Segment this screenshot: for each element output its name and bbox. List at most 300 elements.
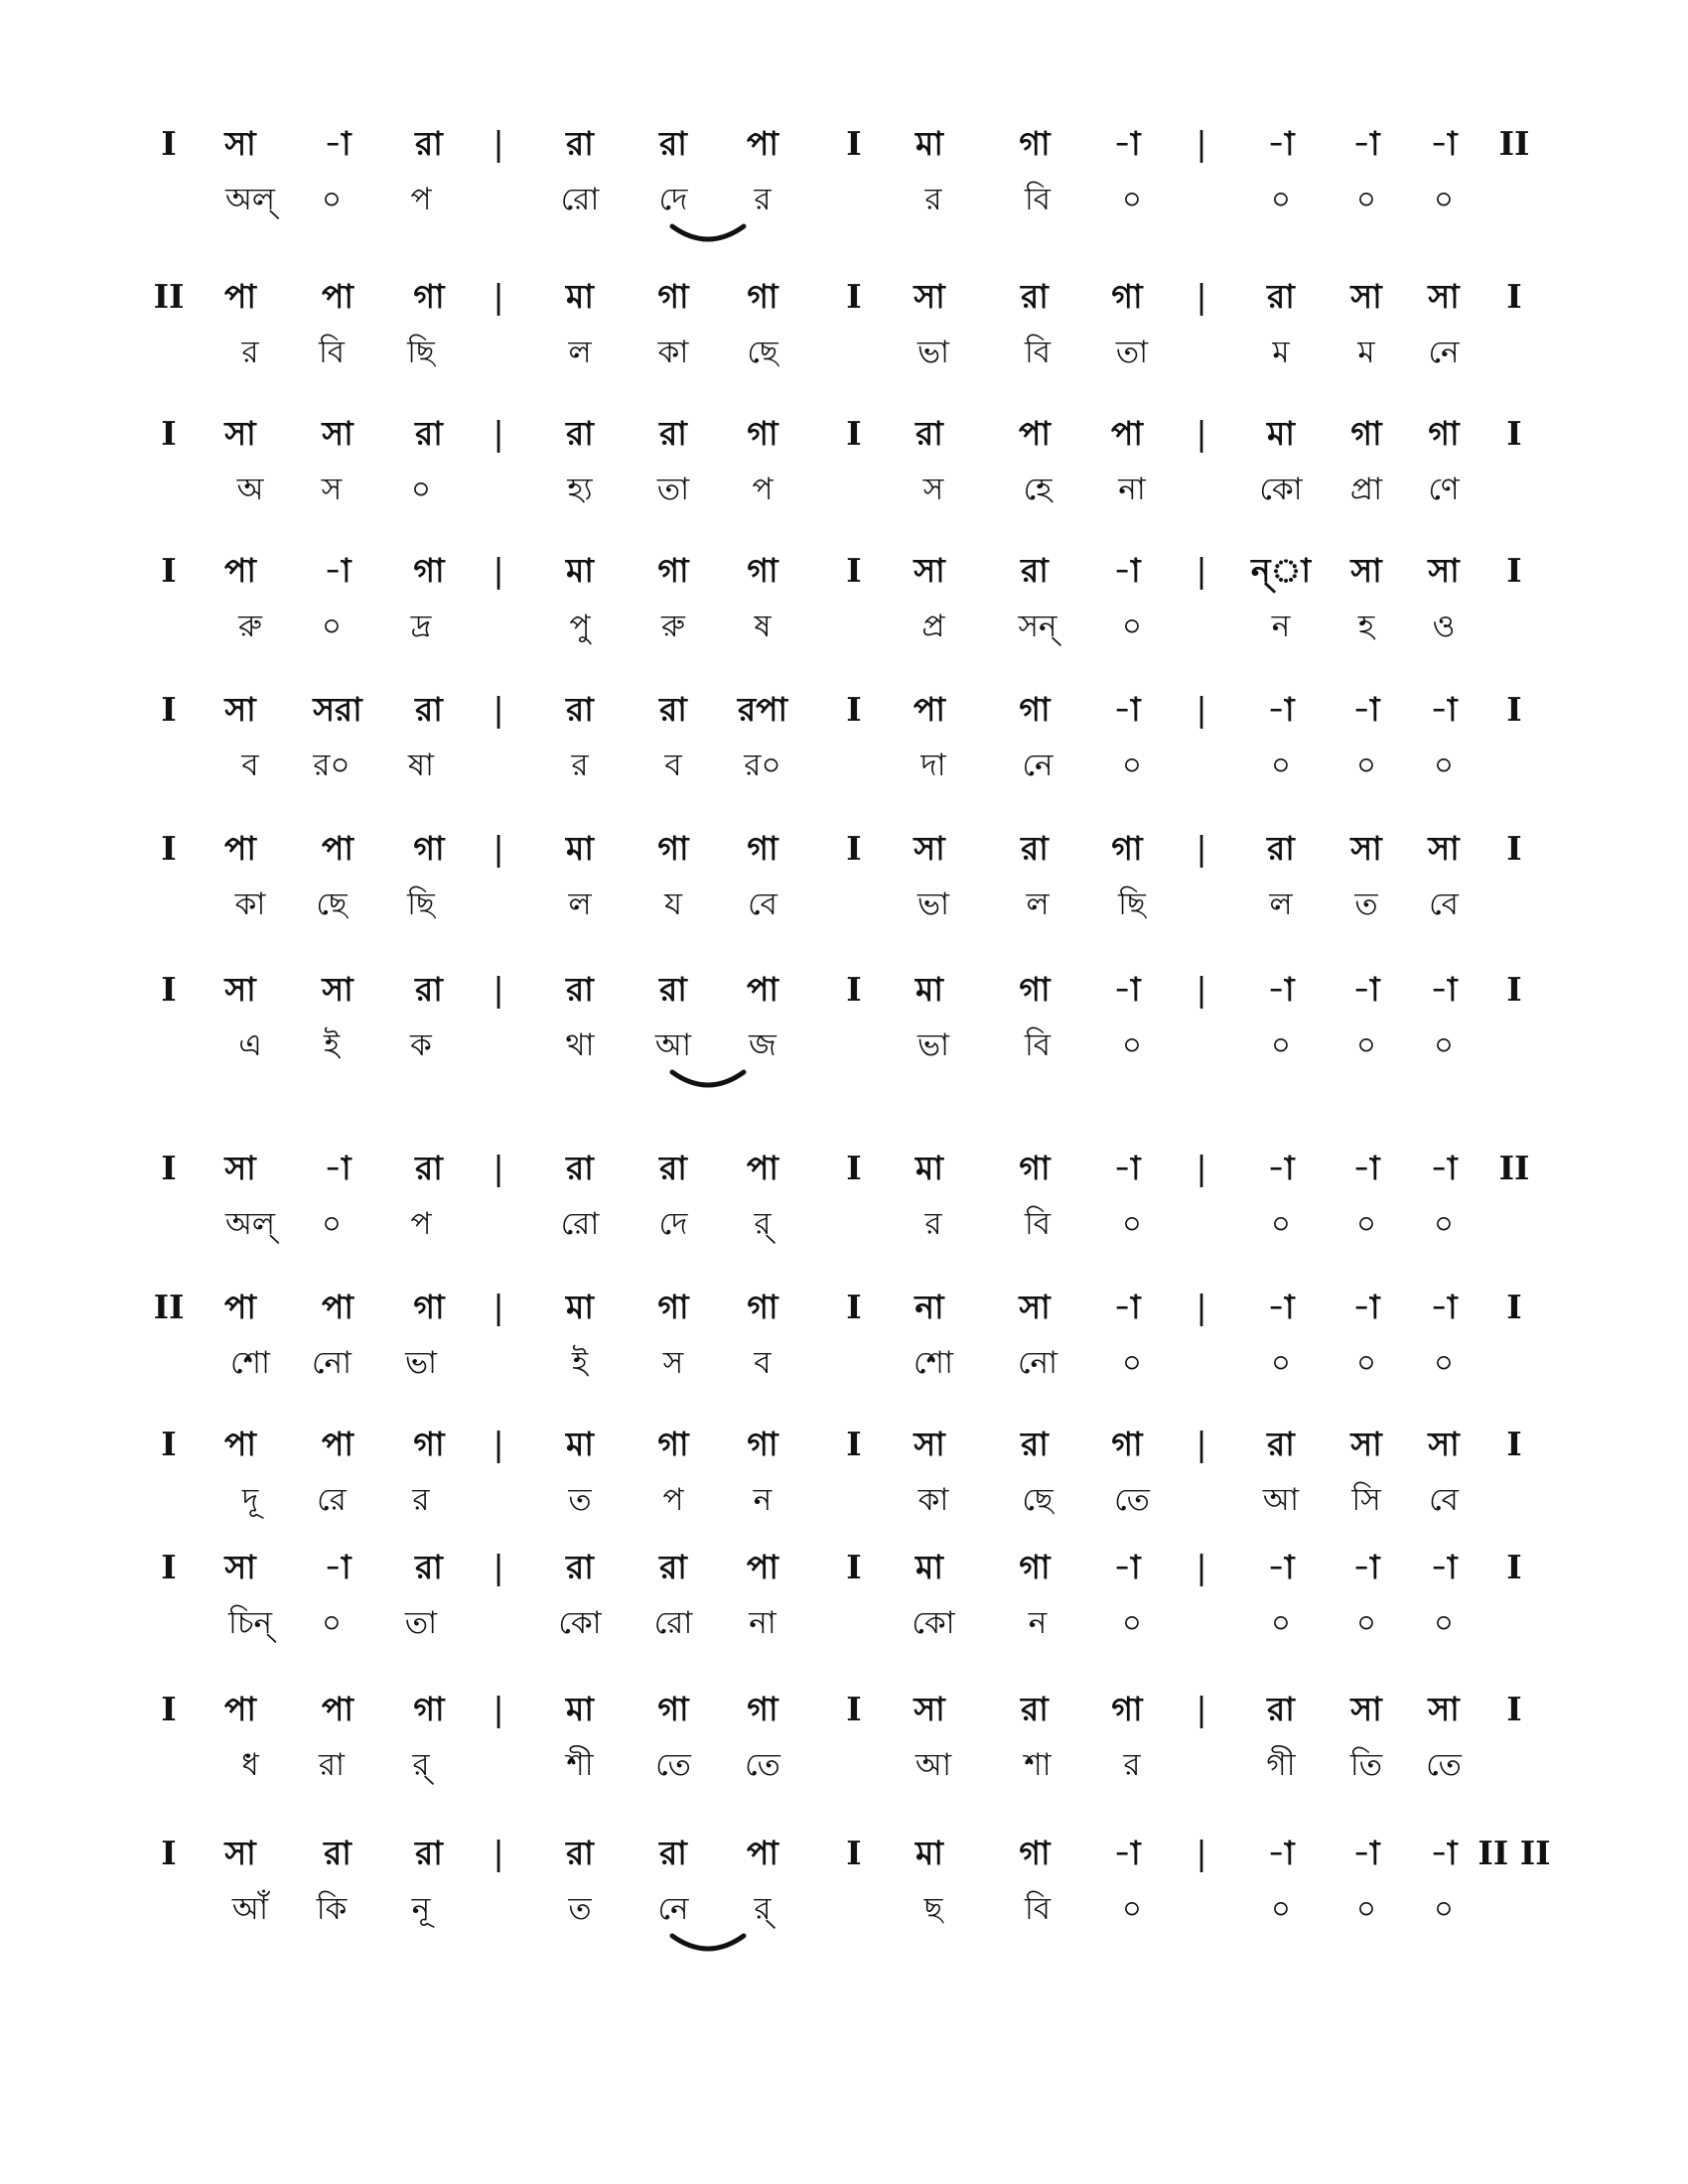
swara-note: গা (413, 1288, 445, 1326)
swara-note: রা (1021, 277, 1049, 316)
lyric-syllable: ছে (747, 335, 778, 370)
lyric-syllable: তা (1115, 335, 1149, 370)
swara-note: -া (324, 1149, 352, 1187)
swara-note: -া (1430, 690, 1458, 729)
bar-line: I (1506, 551, 1522, 590)
swara-note: রা (566, 1834, 594, 1872)
swara-note: -া (1352, 1288, 1380, 1326)
lyric-syllable: ০ (321, 182, 343, 217)
swara-note: -া (1113, 551, 1141, 590)
swara-note: -া (1352, 1548, 1380, 1586)
swara-note: পা (747, 1834, 778, 1872)
swara-note: -া (1352, 970, 1380, 1009)
bar-line: I (1506, 1425, 1522, 1463)
lyric-syllable: ০ (1121, 1027, 1143, 1063)
lyric-syllable: ছে (1022, 1482, 1054, 1518)
bar-line: I (846, 1834, 862, 1872)
swara-note: গা (747, 1288, 778, 1326)
lyric-syllable: র (1123, 1747, 1141, 1783)
lyric-syllable: ছি (1118, 887, 1146, 922)
swara-note: সরা (313, 690, 362, 729)
swara-note: পা (1019, 414, 1051, 453)
swara-note: রা (1267, 829, 1295, 868)
swara-note: -া (1113, 690, 1141, 729)
swara-note: রা (1267, 1425, 1295, 1463)
lyric-syllable: দে (658, 1206, 688, 1242)
bar-line: | (1196, 124, 1207, 163)
slur-mark (668, 222, 748, 246)
lyric-syllable: ভা (916, 335, 950, 370)
lyric-syllable: প্রা (1349, 472, 1383, 507)
lyric-syllable: নূ (411, 1891, 431, 1927)
lyric-syllable: রো (653, 1605, 693, 1641)
lyric-syllable: কা (917, 1482, 949, 1518)
swara-note: গা (1111, 829, 1143, 868)
bar-line: | (1196, 414, 1207, 453)
lyric-syllable: ০ (321, 609, 343, 644)
lyric-syllable: রে (317, 1482, 347, 1518)
bar-line: | (492, 414, 504, 453)
lyric-syllable: ০ (1270, 1891, 1292, 1927)
lyric-syllable: ০ (1433, 1206, 1455, 1242)
swara-note: গা (657, 1288, 689, 1326)
notation-line (0, 551, 1688, 683)
swara-note: রা (915, 414, 943, 453)
swara-note: পা (747, 1548, 778, 1586)
bar-line: I (846, 551, 862, 590)
lyric-syllable: রো (560, 1206, 600, 1242)
bar-line: | (1196, 1425, 1207, 1463)
bar-line: | (492, 1149, 504, 1187)
lyric-syllable: র্ (754, 1206, 772, 1242)
bar-line: I (161, 1690, 177, 1728)
lyric-syllable: কা (234, 887, 266, 922)
swara-note: গা (1019, 1548, 1051, 1586)
lyric-syllable: ০ (321, 1206, 343, 1242)
bar-line: | (1196, 690, 1207, 729)
swara-note: গা (1111, 1425, 1143, 1463)
lyric-syllable: ০ (1433, 748, 1455, 783)
swara-note: পা (747, 970, 778, 1009)
lyric-syllable: ০ (321, 1605, 343, 1641)
bar-line: | (492, 1425, 504, 1463)
notation-line (0, 690, 1688, 822)
lyric-syllable: প্র (921, 609, 945, 644)
notation-line (0, 1834, 1688, 1966)
swara-note: গা (1350, 414, 1382, 453)
bar-line: I (846, 1690, 862, 1728)
bar-line: I (846, 690, 862, 729)
swara-note: গা (413, 1425, 445, 1463)
swara-note: সা (1350, 1425, 1382, 1463)
lyric-syllable: ০ (1270, 1027, 1292, 1063)
swara-note: সা (1428, 277, 1460, 316)
swara-note: পা (1111, 414, 1143, 453)
lyric-syllable: ছি (407, 887, 435, 922)
lyric-syllable: ০ (410, 472, 432, 507)
bar-line: | (1196, 277, 1207, 316)
swara-note: গা (413, 551, 445, 590)
swara-note: গা (1019, 970, 1051, 1009)
lyric-syllable: এ (238, 1027, 262, 1063)
lyric-syllable: রু (238, 609, 262, 644)
lyric-syllable: ০ (1433, 1891, 1455, 1927)
swara-note: রা (659, 124, 687, 163)
notation-line (0, 829, 1688, 961)
bar-line: II (1498, 124, 1530, 163)
lyric-syllable: শো (914, 1345, 953, 1381)
swara-note: সা (224, 1548, 256, 1586)
slur-mark (668, 1068, 748, 1092)
swara-note: -া (1430, 1548, 1458, 1586)
swara-note: পা (224, 551, 256, 590)
bar-line: I (161, 1834, 177, 1872)
lyric-syllable: ভা (916, 1027, 950, 1063)
swara-note: মা (915, 1834, 943, 1872)
swara-note: সা (224, 1834, 256, 1872)
bar-line: I (846, 124, 862, 163)
swara-note: রা (1267, 1690, 1295, 1728)
lyric-syllable: চিন্ (227, 1605, 273, 1641)
bar-line: I (846, 829, 862, 868)
bar-line: I (846, 414, 862, 453)
lyric-syllable: সি (1351, 1482, 1381, 1518)
swara-note: পা (747, 1149, 778, 1187)
swara-note: পা (322, 829, 353, 868)
lyric-syllable: ব (241, 748, 259, 783)
notation-line (0, 277, 1688, 409)
swara-note: রা (659, 1548, 687, 1586)
lyric-syllable: বে (1429, 887, 1459, 922)
notation-line (0, 970, 1688, 1102)
swara-note: সা (914, 1690, 945, 1728)
bar-line: I (846, 1425, 862, 1463)
swara-note: -া (324, 551, 352, 590)
lyric-syllable: ণে (1428, 472, 1460, 507)
swara-note: রা (1021, 829, 1049, 868)
lyric-syllable: ল (568, 335, 592, 370)
swara-note: -া (1430, 970, 1458, 1009)
lyric-syllable: ০ (1433, 1345, 1455, 1381)
swara-note: -া (1113, 1834, 1141, 1872)
lyric-syllable: নে (1428, 335, 1460, 370)
swara-note: পা (322, 277, 353, 316)
lyric-syllable: তে (1114, 1482, 1150, 1518)
lyric-syllable: প (662, 1482, 684, 1518)
lyric-syllable: ০ (1121, 1891, 1143, 1927)
swara-note: পা (747, 124, 778, 163)
lyric-syllable: ০ (1355, 182, 1377, 217)
swara-note: গা (747, 414, 778, 453)
lyric-syllable: ই (323, 1027, 341, 1063)
swara-note: রা (415, 414, 443, 453)
swara-note: সা (224, 124, 256, 163)
swara-note: রা (415, 690, 443, 729)
lyric-syllable: দ্র (410, 609, 432, 644)
swara-note: -া (1267, 1548, 1295, 1586)
swara-note: গা (1019, 124, 1051, 163)
lyric-syllable: ভা (916, 887, 950, 922)
lyric-syllable: ত (568, 1482, 592, 1518)
swara-note: সা (914, 277, 945, 316)
lyric-syllable: সন্ (1018, 609, 1057, 644)
notation-line (0, 1288, 1688, 1420)
lyric-syllable: র (924, 182, 942, 217)
bar-line: I (1506, 1690, 1522, 1728)
lyric-syllable: ০ (1121, 748, 1143, 783)
lyric-syllable: র০ (744, 748, 781, 783)
lyric-syllable: শো (230, 1345, 270, 1381)
bar-line: I (846, 1149, 862, 1187)
notation-line (0, 1425, 1688, 1557)
swara-note: রা (659, 690, 687, 729)
lyric-syllable: ব (754, 1345, 772, 1381)
swara-note: -া (1267, 690, 1295, 729)
lyric-syllable: ০ (1270, 1206, 1292, 1242)
swara-note: -া (1113, 1288, 1141, 1326)
swara-note: গা (657, 277, 689, 316)
swara-note: মা (915, 124, 943, 163)
lyric-syllable: অল্ (225, 182, 275, 217)
lyric-syllable: তা (656, 472, 690, 507)
lyric-syllable: প (752, 472, 774, 507)
lyric-syllable: ন (753, 1482, 773, 1518)
swara-note: রা (1267, 277, 1295, 316)
lyric-syllable: ০ (1270, 748, 1292, 783)
lyric-syllable: ন (1271, 609, 1291, 644)
lyric-syllable: ০ (1355, 1345, 1377, 1381)
swara-note: পা (322, 1690, 353, 1728)
lyric-syllable: প (410, 182, 432, 217)
lyric-syllable: ষ (754, 609, 772, 644)
lyric-syllable: ভা (404, 1345, 438, 1381)
swara-note: সা (1019, 1288, 1051, 1326)
swara-note: পা (224, 829, 256, 868)
swara-note: -া (1267, 1834, 1295, 1872)
bar-line: I (161, 829, 177, 868)
bar-line: I (161, 1149, 177, 1187)
lyric-syllable: র (241, 335, 259, 370)
bar-line: | (492, 1548, 504, 1586)
swara-note: মা (1267, 414, 1295, 453)
swara-note: -া (1267, 1288, 1295, 1326)
lyric-syllable: কি (316, 1891, 348, 1927)
swara-note: -া (1352, 690, 1380, 729)
swara-note: গা (1111, 277, 1143, 316)
lyric-syllable: কো (912, 1605, 955, 1641)
bar-line: | (1196, 829, 1207, 868)
swara-note: রা (1021, 1690, 1049, 1728)
swara-note: রপা (737, 690, 788, 729)
lyric-syllable: ত (1354, 887, 1378, 922)
lyric-syllable: স (321, 472, 343, 507)
swara-note: গা (657, 829, 689, 868)
swara-note: মা (566, 1288, 594, 1326)
swara-note: সা (224, 970, 256, 1009)
swara-note: -া (1430, 1149, 1458, 1187)
lyric-syllable: বি (1024, 335, 1052, 370)
lyric-syllable: ম (1357, 335, 1375, 370)
lyric-syllable: থা (565, 1027, 595, 1063)
swara-note: সা (914, 829, 945, 868)
lyric-syllable: দে (658, 182, 688, 217)
swara-note: রা (566, 414, 594, 453)
lyric-syllable: ল (568, 887, 592, 922)
bar-line: | (492, 277, 504, 316)
bar-line: I (1506, 690, 1522, 729)
swara-note: -া (1430, 1288, 1458, 1326)
swara-note: মা (566, 551, 594, 590)
lyric-syllable: ত (568, 1891, 592, 1927)
swara-note: মা (915, 970, 943, 1009)
lyric-syllable: হ (1357, 609, 1375, 644)
lyric-syllable: ছি (407, 335, 435, 370)
lyric-syllable: দা (920, 748, 946, 783)
swara-note: মা (915, 1548, 943, 1586)
lyric-syllable: না (1118, 472, 1146, 507)
lyric-syllable: ০ (1433, 1605, 1455, 1641)
notation-line (0, 1690, 1688, 1822)
lyric-syllable: কা (657, 335, 689, 370)
lyric-syllable: পু (569, 609, 591, 644)
swara-note: -া (1267, 1149, 1295, 1187)
lyric-syllable: ছ (923, 1891, 943, 1927)
swara-note: গা (747, 551, 778, 590)
bar-line: I (1506, 829, 1522, 868)
swara-note: গা (747, 1425, 778, 1463)
lyric-syllable: ন (1028, 1605, 1048, 1641)
swara-note: পা (322, 1425, 353, 1463)
lyric-syllable: স (922, 472, 944, 507)
swara-note: সা (1428, 1425, 1460, 1463)
lyric-syllable: হ্য (567, 472, 593, 507)
lyric-syllable: ধ (241, 1747, 259, 1783)
lyric-syllable: ব (664, 748, 682, 783)
swara-note: মা (566, 1690, 594, 1728)
lyric-syllable: দূ (241, 1482, 259, 1518)
lyric-syllable: স (662, 1345, 684, 1381)
swara-note: -া (1113, 1149, 1141, 1187)
lyric-syllable: ০ (1121, 609, 1143, 644)
bar-line: II (153, 277, 185, 316)
swara-note: সা (1350, 1690, 1382, 1728)
bar-line: I (1506, 970, 1522, 1009)
lyric-syllable: তে (745, 1747, 780, 1783)
swara-note: রা (659, 1834, 687, 1872)
lyric-syllable: প (410, 1206, 432, 1242)
lyric-syllable: জ (749, 1027, 776, 1063)
swara-note: পা (224, 1690, 256, 1728)
bar-line: | (1196, 970, 1207, 1009)
lyric-syllable: ০ (1121, 182, 1143, 217)
swara-note: -া (324, 1548, 352, 1586)
swara-note: গা (413, 277, 445, 316)
swara-note: সা (224, 1149, 256, 1187)
swara-note: -া (1352, 124, 1380, 163)
bar-line: | (1196, 1149, 1207, 1187)
bar-line: | (492, 1690, 504, 1728)
swara-note: রা (566, 124, 594, 163)
lyric-syllable: বে (748, 887, 777, 922)
swara-note: সা (1350, 551, 1382, 590)
lyric-syllable: কো (1259, 472, 1303, 507)
swara-note: -া (1113, 1548, 1141, 1586)
lyric-syllable: ০ (1270, 1605, 1292, 1641)
lyric-syllable: ০ (1270, 1345, 1292, 1381)
bar-line: I (161, 1548, 177, 1586)
lyric-syllable: বি (1024, 1891, 1052, 1927)
lyric-syllable: ০ (1355, 1206, 1377, 1242)
swara-note: গা (747, 829, 778, 868)
bar-line: | (492, 1834, 504, 1872)
swara-note: মা (566, 829, 594, 868)
lyric-syllable: হে (1023, 472, 1053, 507)
lyric-syllable: ০ (1270, 182, 1292, 217)
swara-note: গা (1019, 1149, 1051, 1187)
bar-line: II (1498, 1149, 1530, 1187)
lyric-syllable: ০ (1121, 1605, 1143, 1641)
swara-note: -া (324, 124, 352, 163)
lyric-syllable: আ (1262, 1482, 1300, 1518)
bar-line: | (492, 1288, 504, 1326)
swara-note: সা (322, 970, 353, 1009)
lyric-syllable: আ (914, 1747, 952, 1783)
swara-note: -া (1430, 124, 1458, 163)
swara-note: রা (415, 970, 443, 1009)
lyric-syllable: শী (566, 1747, 594, 1783)
swara-note: -া (1267, 970, 1295, 1009)
lyric-syllable: ০ (1121, 1206, 1143, 1242)
lyric-syllable: ক (410, 1027, 432, 1063)
bar-line: I (846, 970, 862, 1009)
lyric-syllable: বি (1024, 182, 1052, 217)
bar-line: I (161, 690, 177, 729)
lyric-syllable: ল (1026, 887, 1050, 922)
swara-note: সা (1350, 277, 1382, 316)
swara-note: না (914, 1288, 944, 1326)
lyric-syllable: র (412, 1482, 430, 1518)
swara-note: গা (1111, 1690, 1143, 1728)
slur-mark (668, 1932, 748, 1956)
swara-note: রা (1021, 1425, 1049, 1463)
lyric-syllable: রো (560, 182, 600, 217)
lyric-syllable: য (664, 887, 682, 922)
lyric-syllable: শা (1024, 1747, 1052, 1783)
swara-note: গা (657, 1425, 689, 1463)
lyric-syllable: তে (655, 1747, 691, 1783)
swara-note: রা (566, 690, 594, 729)
bar-line: II (153, 1288, 185, 1326)
bar-line: | (492, 690, 504, 729)
lyric-syllable: আ (654, 1027, 692, 1063)
bar-line: I (161, 1425, 177, 1463)
swara-note: মা (566, 1425, 594, 1463)
bar-line: I (161, 414, 177, 453)
lyric-syllable: র (754, 182, 772, 217)
lyric-syllable: ০ (1355, 1027, 1377, 1063)
lyric-syllable: ০ (1355, 1605, 1377, 1641)
swara-note: গা (657, 1690, 689, 1728)
swara-note: মা (915, 1149, 943, 1187)
swara-note: পা (224, 1288, 256, 1326)
swara-note: রা (566, 1548, 594, 1586)
swara-note: -া (1352, 1834, 1380, 1872)
swara-note: গা (747, 1690, 778, 1728)
lyric-syllable: অল্ (225, 1206, 275, 1242)
swara-note: রা (1021, 551, 1049, 590)
lyric-syllable: রা (318, 1747, 346, 1783)
swara-note: গা (413, 1690, 445, 1728)
